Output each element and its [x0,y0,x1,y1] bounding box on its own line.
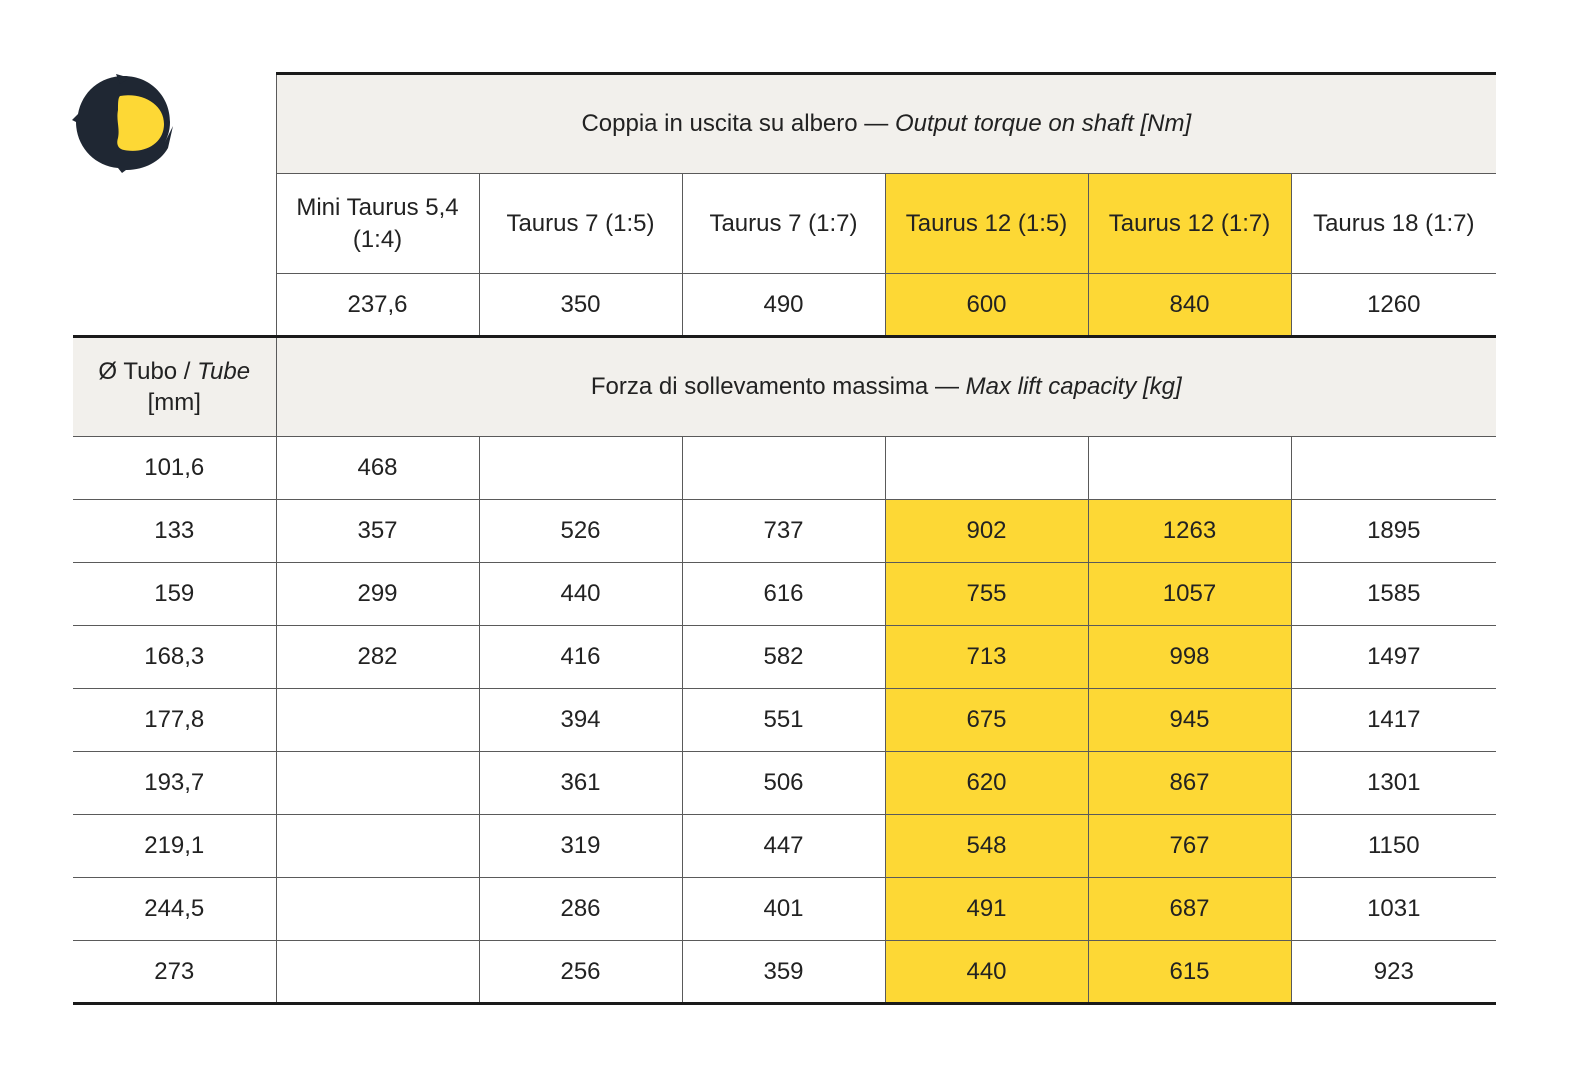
model-header: Taurus 12 (1:5) [885,174,1088,274]
lift-value: 902 [885,500,1088,563]
lift-value: 357 [276,500,479,563]
table-row [73,437,1496,500]
tube-diameter: 219,1 [73,815,276,878]
capacity-table-container [73,72,1496,1005]
lift-header-row [73,337,1496,437]
tube-diameter: 193,7 [73,752,276,815]
lift-value: 767 [1088,815,1291,878]
lift-value: 713 [885,626,1088,689]
lift-value: 526 [479,500,682,563]
table-row [73,626,1496,689]
lift-value: 319 [479,815,682,878]
torque-value: 350 [479,274,682,337]
lift-value: 755 [885,563,1088,626]
lift-value: 923 [1291,941,1496,1004]
lift-value: 551 [682,689,885,752]
model-header: Taurus 18 (1:7) [1291,174,1496,274]
table-row [73,500,1496,563]
torque-value: 1260 [1291,274,1496,337]
lift-value: 998 [1088,626,1291,689]
torque-value: 237,6 [276,274,479,337]
lift-value: 359 [682,941,885,1004]
table-row [73,878,1496,941]
tube-diameter: 133 [73,500,276,563]
lift-value: 616 [682,563,885,626]
tube-header: Ø Tubo / Tube [mm] [73,337,276,437]
lift-value [885,437,1088,500]
lift-value: 401 [682,878,885,941]
lift-header: Forza di sollevamento massima — Max lift capacity [kg] [276,337,1496,437]
lift-value: 286 [479,878,682,941]
table-row [73,752,1496,815]
torque-value: 490 [682,274,885,337]
torque-header: Coppia in uscita su albero — Output torque on shaft [Nm] [276,74,1496,174]
lift-value: 1031 [1291,878,1496,941]
lift-value [682,437,885,500]
lift-value: 615 [1088,941,1291,1004]
tube-diameter: 168,3 [73,626,276,689]
lift-value [276,689,479,752]
lift-value: 1301 [1291,752,1496,815]
lift-value: 282 [276,626,479,689]
lift-value [276,878,479,941]
tube-diameter: 101,6 [73,437,276,500]
lift-value: 737 [682,500,885,563]
lift-value: 1417 [1291,689,1496,752]
model-header: Taurus 7 (1:5) [479,174,682,274]
model-header: Taurus 12 (1:7) [1088,174,1291,274]
tube-diameter: 159 [73,563,276,626]
lift-value: 1263 [1088,500,1291,563]
lift-value: 1497 [1291,626,1496,689]
lift-value: 687 [1088,878,1291,941]
tube-diameter: 273 [73,941,276,1004]
lift-value [479,437,682,500]
tube-diameter: 177,8 [73,689,276,752]
table-row [73,941,1496,1004]
lift-value: 506 [682,752,885,815]
lift-value: 945 [1088,689,1291,752]
lift-value: 867 [1088,752,1291,815]
lift-value: 361 [479,752,682,815]
torque-value: 600 [885,274,1088,337]
lift-value: 620 [885,752,1088,815]
table-row [73,689,1496,752]
model-header: Taurus 7 (1:7) [682,174,885,274]
torque-values-row [73,274,1496,337]
lift-value: 1895 [1291,500,1496,563]
tube-diameter: 244,5 [73,878,276,941]
lift-value: 416 [479,626,682,689]
lift-value [276,815,479,878]
torque-title-row [73,74,1496,174]
lift-value [1088,437,1291,500]
lift-value: 1150 [1291,815,1496,878]
lift-value: 447 [682,815,885,878]
capacity-table [73,72,1496,1005]
lift-value: 394 [479,689,682,752]
lift-value: 440 [885,941,1088,1004]
lift-value [1291,437,1496,500]
lift-value: 256 [479,941,682,1004]
lift-value: 468 [276,437,479,500]
torque-value: 840 [1088,274,1291,337]
lift-value: 582 [682,626,885,689]
table-row [73,563,1496,626]
lift-value: 299 [276,563,479,626]
lift-value: 440 [479,563,682,626]
model-header: Mini Taurus 5,4 (1:4) [276,174,479,274]
lift-value [276,941,479,1004]
lift-value: 548 [885,815,1088,878]
lift-value: 491 [885,878,1088,941]
lift-value: 1057 [1088,563,1291,626]
lift-value: 1585 [1291,563,1496,626]
table-row [73,815,1496,878]
lift-value: 675 [885,689,1088,752]
lift-value [276,752,479,815]
model-header-row [73,174,1496,274]
